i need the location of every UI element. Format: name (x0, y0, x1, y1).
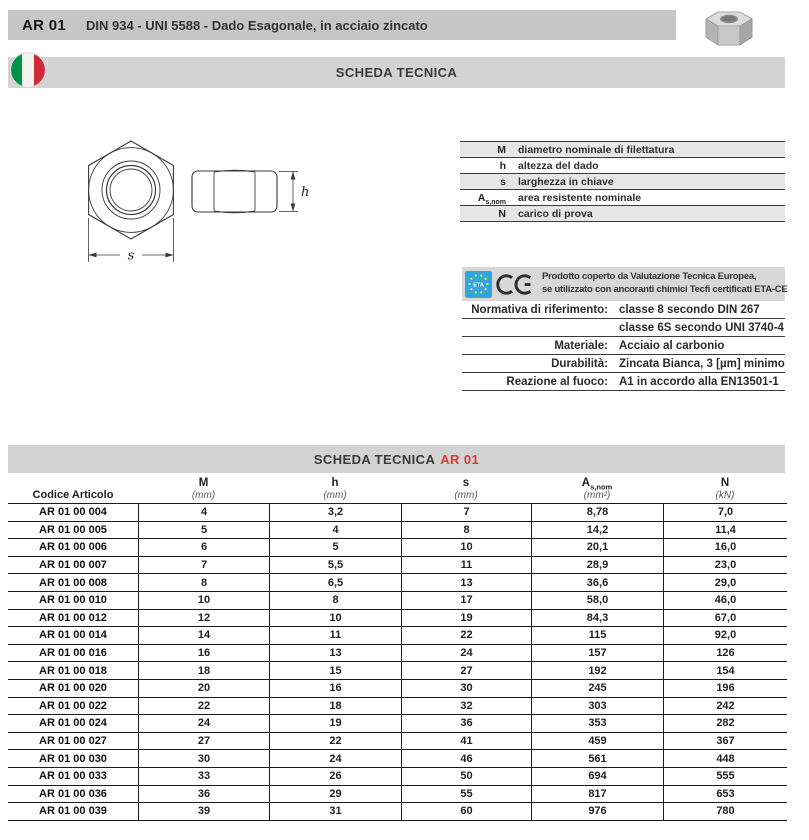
spec-value: 58,0 (531, 592, 663, 609)
spec-value: 7,0 (663, 504, 787, 521)
spec-value: 3,2 (269, 504, 401, 521)
spec-value: 30 (138, 750, 269, 767)
product-photo-hex-nut-icon (698, 5, 758, 51)
section-code: AR 01 (440, 451, 480, 467)
table-row (8, 680, 787, 698)
table-row (8, 733, 787, 751)
spec-value: 13 (401, 574, 531, 591)
article-code: AR 01 00 027 (39, 735, 107, 748)
spec-value: 20 (138, 680, 269, 697)
spec-value: 8 (401, 522, 531, 539)
section-header-scheda-tecnica (8, 57, 785, 88)
legend-row (460, 174, 785, 190)
column-header (138, 477, 269, 503)
article-code: AR 01 00 004 (39, 506, 107, 519)
certification-text (542, 271, 787, 297)
spec-value: 7 (401, 504, 531, 521)
legend-row (460, 142, 785, 158)
column-symbol: h (331, 477, 339, 490)
column-symbol: M (198, 477, 209, 490)
table-body (8, 504, 787, 821)
column-unit: (kN) (715, 490, 735, 501)
column-unit: (mm²) (583, 490, 611, 501)
spec-value: 5 (269, 539, 401, 556)
spec-value: 16 (269, 680, 401, 697)
spec-value: 196 (663, 680, 787, 697)
spec-value: 8,78 (531, 504, 663, 521)
spec-value: 19 (269, 715, 401, 732)
table-row (8, 662, 787, 680)
spec-value: 6,5 (269, 574, 401, 591)
spec-value: 19 (401, 610, 531, 627)
reference-value: A1 in accordo alla EN13501-1 (619, 375, 779, 388)
article-code: AR 01 00 007 (39, 559, 107, 572)
spec-value: 8 (269, 592, 401, 609)
spec-value: 303 (531, 698, 663, 715)
spec-value: 8 (138, 574, 269, 591)
reference-value: classe 8 secondo DIN 267 (619, 303, 760, 316)
table-row (8, 803, 787, 821)
legend-table (460, 141, 785, 222)
table-row (8, 574, 787, 592)
table-row (8, 522, 787, 540)
spec-value: 60 (401, 803, 531, 820)
spec-value: 353 (531, 715, 663, 732)
spec-value: 5,5 (269, 557, 401, 574)
table-row (8, 504, 787, 522)
reference-row (462, 355, 785, 373)
spec-value: 41 (401, 733, 531, 750)
eta-icon (465, 271, 492, 298)
spec-value: 12 (138, 610, 269, 627)
eta-icon-label: ETA (473, 281, 484, 288)
spec-value: 242 (663, 698, 787, 715)
legend-symbol: s (500, 175, 506, 188)
article-code: AR 01 00 010 (39, 594, 107, 607)
spec-value: 39 (138, 803, 269, 820)
spec-value: 15 (269, 662, 401, 679)
spec-value: 653 (663, 786, 787, 803)
spec-value: 23,0 (663, 557, 787, 574)
reference-row (462, 319, 785, 337)
spec-value: 14,2 (531, 522, 663, 539)
spec-value: 30 (401, 680, 531, 697)
spec-value: 29 (269, 786, 401, 803)
spec-value: 36 (138, 786, 269, 803)
spec-value: 7 (138, 557, 269, 574)
reference-row (462, 301, 785, 319)
spec-value: 46 (401, 750, 531, 767)
article-code: AR 01 00 005 (39, 523, 107, 536)
reference-value: Acciaio al carbonio (619, 339, 725, 352)
spec-value: 126 (663, 645, 787, 662)
spec-value: 154 (663, 662, 787, 679)
article-code: AR 01 00 014 (39, 629, 107, 642)
table-row (8, 627, 787, 645)
column-header (531, 477, 663, 503)
article-code: AR 01 00 030 (39, 752, 107, 765)
spec-value: 694 (531, 768, 663, 785)
reference-value: Zincata Bianca, 3 [µm] minimo (619, 357, 785, 370)
table-row (8, 645, 787, 663)
column-symbol: $A_{s,nom}$ (581, 477, 613, 492)
article-code: AR 01 00 016 (39, 647, 107, 660)
spec-value: 24 (401, 645, 531, 662)
legend-row (460, 158, 785, 174)
spec-value: 13 (269, 645, 401, 662)
spec-value: 16,0 (663, 539, 787, 556)
spec-value: 448 (663, 750, 787, 767)
column-unit: (mm) (323, 490, 347, 501)
spec-value: 24 (138, 715, 269, 732)
legend-symbol: $A_{s,nom}$ (477, 191, 506, 206)
product-title: DIN 934 - UNI 5588 - Dado Esagonale, in acciaio zincato (86, 17, 428, 33)
spec-value: 67,0 (663, 610, 787, 627)
spec-value: 17 (401, 592, 531, 609)
legend-description: carico di prova (518, 207, 593, 220)
dimension-s-label: s (127, 248, 135, 264)
spec-value: 157 (531, 645, 663, 662)
spec-value: 780 (663, 803, 787, 820)
table-row (8, 786, 787, 804)
spec-value: 33 (138, 768, 269, 785)
spec-value: 18 (138, 662, 269, 679)
section-header-scheda-tecnica-ar01 (8, 445, 785, 473)
spec-value: 50 (401, 768, 531, 785)
spec-value: 14 (138, 627, 269, 644)
spec-value: 561 (531, 750, 663, 767)
article-code: AR 01 00 024 (39, 717, 107, 730)
spec-value: 18 (269, 698, 401, 715)
spec-value: 115 (531, 627, 663, 644)
certification-line2: se utilizzato con ancoranti chimici Tecfi certificati ETA-CE (542, 284, 788, 295)
spec-value: 6 (138, 539, 269, 556)
spec-value: 26 (269, 768, 401, 785)
spec-value: 22 (269, 733, 401, 750)
article-code: AR 01 00 018 (39, 664, 107, 677)
reference-row (462, 373, 785, 391)
section-title: SCHEDA TECNICA (313, 451, 436, 467)
spec-value: 27 (401, 662, 531, 679)
article-code: AR 01 00 022 (39, 699, 107, 712)
spec-value: 55 (401, 786, 531, 803)
italy-flag-icon (10, 52, 46, 88)
legend-symbol: N (498, 207, 506, 220)
column-symbol: s (462, 477, 470, 490)
header-bar (8, 10, 676, 40)
spec-value: 367 (663, 733, 787, 750)
spec-value: 46,0 (663, 592, 787, 609)
spec-value: 36 (401, 715, 531, 732)
spec-value: 5 (138, 522, 269, 539)
table-row (8, 557, 787, 575)
legend-symbol: h (499, 159, 506, 172)
article-code: AR 01 00 006 (39, 541, 107, 554)
spec-value: 555 (663, 768, 787, 785)
column-header-codice-articolo: Codice Articolo (32, 489, 114, 501)
column-unit: (mm) (191, 490, 216, 501)
certification-line1: Prodotto coperto da Valutazione Tecnica Europea, (542, 271, 757, 283)
column-header (401, 477, 531, 503)
legend-symbol: M (497, 143, 506, 156)
spec-value: 92,0 (663, 627, 787, 644)
reference-label: Reazione al fuoco: (506, 375, 608, 388)
legend-description: larghezza in chiave (518, 175, 614, 188)
spec-value: 84,3 (531, 610, 663, 627)
spec-value: 10 (138, 592, 269, 609)
legend-description: diametro nominale di filettatura (518, 143, 675, 156)
spec-value: 11 (401, 557, 531, 574)
spec-value: 24 (269, 750, 401, 767)
spec-value: 31 (269, 803, 401, 820)
article-code: AR 01 00 008 (39, 576, 107, 589)
product-code: AR 01 (22, 16, 67, 34)
table-row (8, 610, 787, 628)
ce-mark-icon (496, 273, 536, 296)
table-row (8, 592, 787, 610)
certification-box (462, 267, 788, 301)
article-code: AR 01 00 012 (39, 611, 107, 624)
spec-value: 20,1 (531, 539, 663, 556)
article-code: AR 01 00 033 (39, 770, 107, 783)
spec-value: 29,0 (663, 574, 787, 591)
column-header (269, 477, 401, 503)
spec-value: 11,4 (663, 522, 787, 539)
table-row (8, 750, 787, 768)
legend-description: altezza del dado (518, 159, 599, 172)
spec-value: 459 (531, 733, 663, 750)
spec-value: 976 (531, 803, 663, 820)
spec-value: 28,9 (531, 557, 663, 574)
table-row (8, 715, 787, 733)
table-row (8, 698, 787, 716)
reference-label: Normativa di riferimento: (471, 303, 608, 316)
article-code: AR 01 00 020 (39, 682, 107, 695)
spec-value: 282 (663, 715, 787, 732)
column-symbol: N (720, 477, 730, 490)
reference-label: Materiale: (554, 339, 608, 352)
spec-value: 192 (531, 662, 663, 679)
spec-value: 245 (531, 680, 663, 697)
legend-row (460, 190, 785, 206)
legend-description: area resistente nominale (518, 191, 642, 204)
specifications-table (8, 477, 787, 821)
spec-value: 4 (269, 522, 401, 539)
reference-label: Durabilità: (551, 357, 608, 370)
table-header (8, 477, 787, 504)
table-row (8, 768, 787, 786)
column-header (663, 477, 787, 503)
spec-value: 817 (531, 786, 663, 803)
spec-value: 11 (269, 627, 401, 644)
spec-value: 22 (138, 698, 269, 715)
spec-value: 16 (138, 645, 269, 662)
reference-row (462, 337, 785, 355)
spec-value: 10 (269, 610, 401, 627)
column-unit: (mm) (454, 490, 478, 501)
spec-value: 22 (401, 627, 531, 644)
article-code: AR 01 00 036 (39, 787, 107, 800)
spec-value: 4 (138, 504, 269, 521)
spec-value: 36,6 (531, 574, 663, 591)
spec-value: 27 (138, 733, 269, 750)
dimension-h-label: h (301, 185, 310, 200)
section-title: SCHEDA TECNICA (335, 65, 458, 80)
article-code: AR 01 00 039 (39, 805, 107, 818)
reference-value: classe 6S secondo UNI 3740-4 (619, 321, 784, 334)
legend-row (460, 206, 785, 222)
technical-drawing (48, 115, 378, 285)
spec-value: 32 (401, 698, 531, 715)
table-row (8, 539, 787, 557)
spec-value: 10 (401, 539, 531, 556)
reference-table (462, 301, 785, 391)
